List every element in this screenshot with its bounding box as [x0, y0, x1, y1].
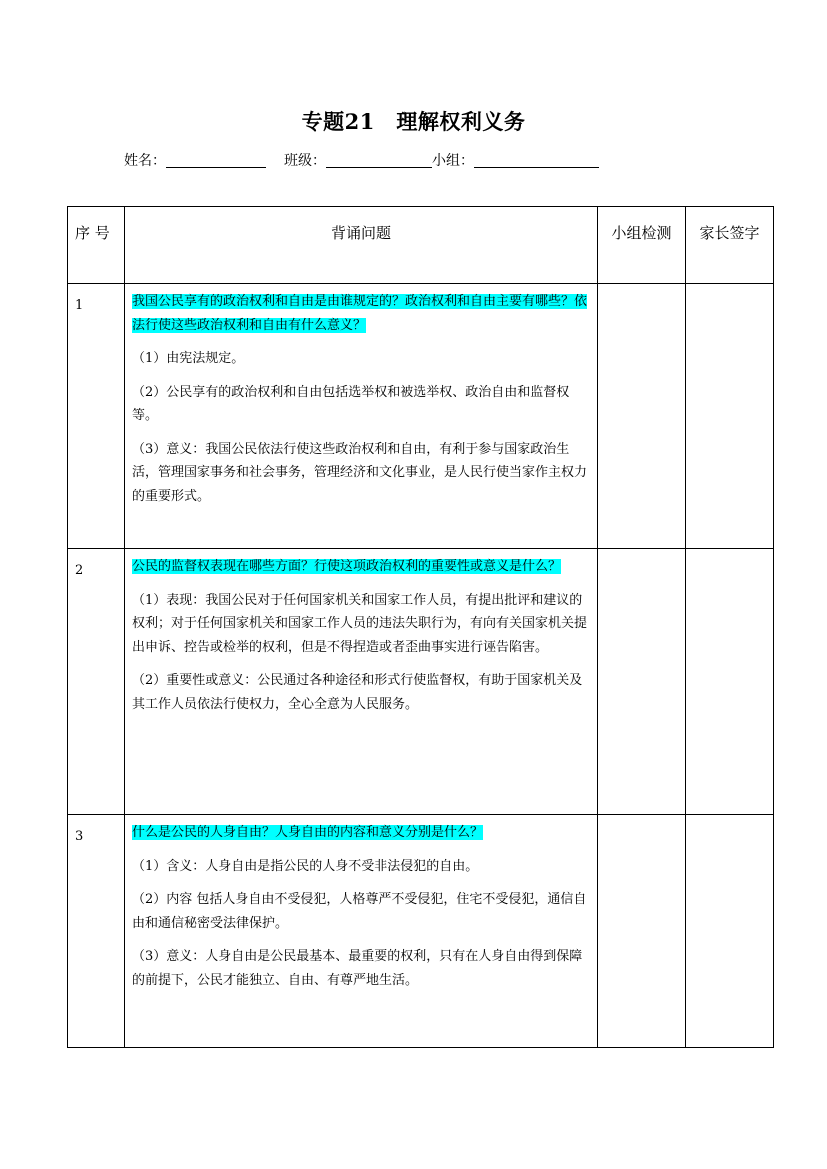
- check-cell[interactable]: [598, 284, 686, 549]
- name-blank[interactable]: [166, 153, 266, 168]
- student-info-line: [124, 150, 599, 170]
- answer-item: （3）意义：我国公民依法行使这些政治权利和自由，有利于参与国家政治生活，管理国家事务和社会事务，管理经济和文化事业，是人民行使当家作主权力的重要形式。: [132, 441, 588, 504]
- class-blank[interactable]: [326, 153, 432, 168]
- table-row: [68, 284, 774, 549]
- row-number: 1: [68, 284, 125, 549]
- table-row: [68, 815, 774, 1048]
- answer-item: （1）表现：我国公民对于任何国家机关和国家工作人员，有提出批评和建议的权利；对于任何国家机关和国家工作人员的违法失职行为，有向有关国家机关提出申诉、控告或检举的权利，但是不得捏造或者歪曲事实进行诬告陷害。: [132, 592, 588, 655]
- recitation-table: [67, 206, 774, 1048]
- table-header-row: [68, 207, 774, 284]
- row-number: 3: [68, 815, 125, 1048]
- row-content: [125, 815, 598, 1048]
- row-content: [125, 549, 598, 815]
- answer-block: [132, 347, 591, 508]
- row-content: [125, 284, 598, 549]
- answer-item: （1）含义：人身自由是指公民的人身不受非法侵犯的自由。: [132, 858, 479, 874]
- question-text: 我国公民享有的政治权利和自由是由谁规定的？政治权利和自由主要有哪些？依法行使这些政治权利和自由有什么意义？: [132, 294, 588, 333]
- question-text: 什么是公民的人身自由？人身自由的内容和意义分别是什么？: [132, 825, 484, 840]
- header-sign: 家长签字: [686, 207, 774, 284]
- class-label: 班级：: [284, 153, 326, 169]
- header-check: 小组检测: [598, 207, 686, 284]
- answer-item: （3）意义：人身自由是公民最基本、最重要的权利，只有在人身自由得到保障的前提下，公民才能独立、自由、有尊严地生活。: [132, 949, 583, 988]
- header-num: 序 号: [68, 207, 125, 284]
- page-title: 专题21 理解权利义务: [301, 109, 526, 134]
- group-label: 小组：: [432, 153, 474, 169]
- answer-item: （2）公民享有的政治权利和自由包括选举权和被选举权、政治自由和监督权等。: [132, 384, 570, 423]
- group-blank[interactable]: [474, 153, 599, 168]
- name-label: 姓名：: [124, 153, 166, 169]
- answer-item: （1）由宪法规定。: [132, 351, 245, 366]
- sign-cell[interactable]: [686, 815, 774, 1048]
- answer-item: （2）重要性或意义：公民通过各种途径和形式行使监督权，有助于国家机关及其工作人员依法行使权力，全心全意为人民服务。: [132, 673, 583, 712]
- check-cell[interactable]: [598, 815, 686, 1048]
- sign-cell[interactable]: [686, 284, 774, 549]
- question-text: 公民的监督权表现在哪些方面？行使这项政治权利的重要性或意义是什么？: [132, 559, 562, 574]
- sign-cell[interactable]: [686, 549, 774, 815]
- table-row: [68, 549, 774, 815]
- check-cell[interactable]: [598, 549, 686, 815]
- answer-block: [132, 589, 591, 717]
- header-question: 背诵问题: [125, 207, 598, 284]
- answer-item: （2）内容 包括人身自由不受侵犯，人格尊严不受侵犯，住宅不受侵犯，通信自由和通信秘密受法律保护。: [132, 892, 587, 931]
- row-number: 2: [68, 549, 125, 815]
- answer-block: [132, 855, 591, 993]
